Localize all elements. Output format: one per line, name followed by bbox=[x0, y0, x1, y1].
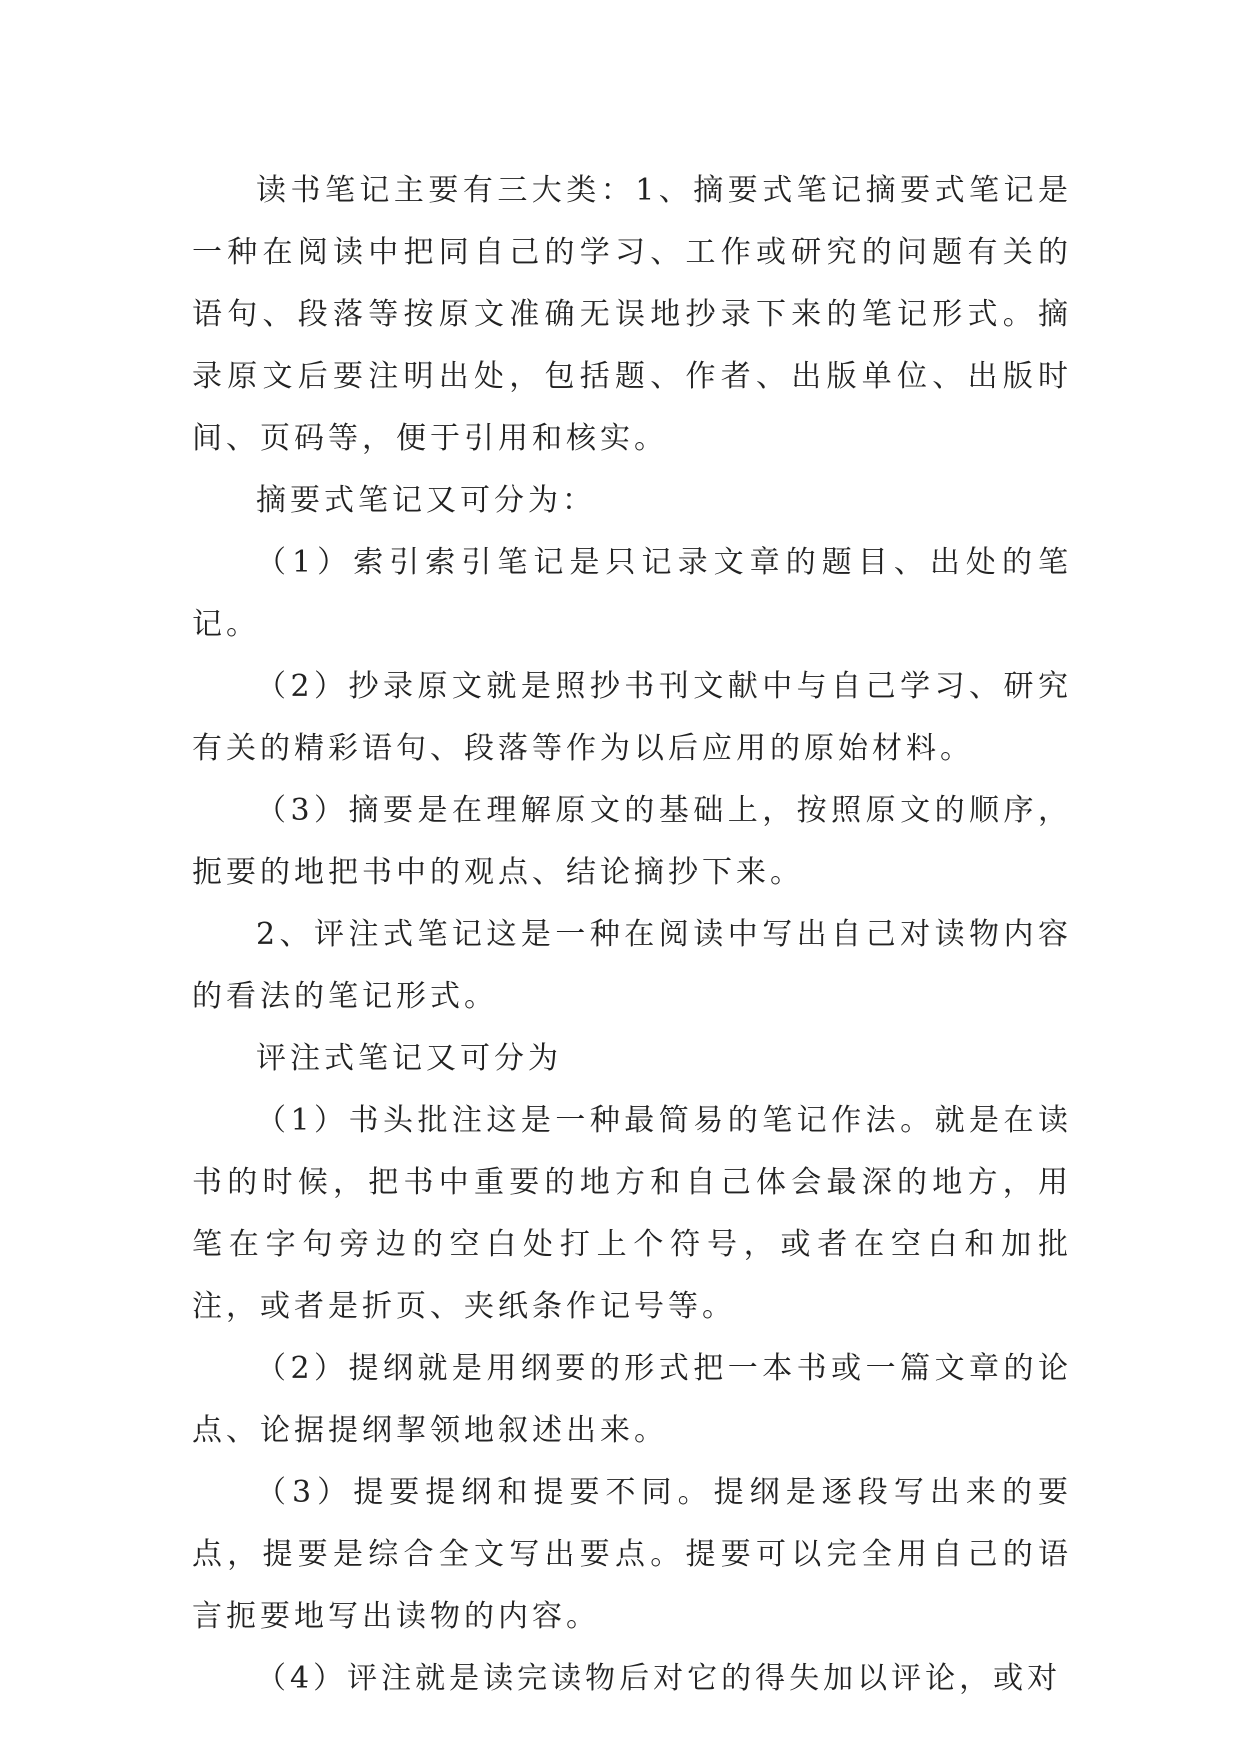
paragraph-1: 读书笔记主要有三大类：1、摘要式笔记摘要式笔记是一种在阅读中把同自己的学习、工作或研究的问题有关的语句、段落等按原文准确无误地抄录下来的笔记形式。摘录原文后要注明出处，包括题、作者、出版单位、出版时间、页码等，便于引用和核实。 bbox=[192, 173, 1072, 456]
paragraph-11: （4）评注就是读完读物后对它的得失加以评论，或对 bbox=[256, 1661, 1062, 1696]
paragraph-5: （3）摘要是在理解原文的基础上，按照原文的顺序，扼要的地把书中的观点、结论摘抄下来。 bbox=[192, 793, 1072, 890]
body-text bbox=[192, 160, 1072, 1710]
paragraph-8: （1）书头批注这是一种最简易的笔记作法。就是在读书的时候，把书中重要的地方和自己体会最深的地方，用笔在字句旁边的空白处打上个符号，或者在空白和加批注，或者是折页、夹纸条作记号等。 bbox=[192, 1103, 1072, 1324]
paragraph-3: （1）索引索引笔记是只记录文章的题目、出处的笔记。 bbox=[192, 545, 1072, 642]
paragraph-4: （2）抄录原文就是照抄书刊文献中与自己学习、研究有关的精彩语句、段落等作为以后应用的原始材料。 bbox=[192, 669, 1072, 766]
paragraph-9: （2）提纲就是用纲要的形式把一本书或一篇文章的论点、论据提纲挈领地叙述出来。 bbox=[192, 1351, 1072, 1448]
paragraph-6: 2、评注式笔记这是一种在阅读中写出自己对读物内容的看法的笔记形式。 bbox=[192, 917, 1072, 1014]
paragraph-2: 摘要式笔记又可分为： bbox=[256, 483, 596, 518]
paragraph-7: 评注式笔记又可分为 bbox=[256, 1041, 562, 1076]
paragraph-10: （3）提要提纲和提要不同。提纲是逐段写出来的要点，提要是综合全文写出要点。提要可以完全用自己的语言扼要地写出读物的内容。 bbox=[192, 1475, 1072, 1634]
